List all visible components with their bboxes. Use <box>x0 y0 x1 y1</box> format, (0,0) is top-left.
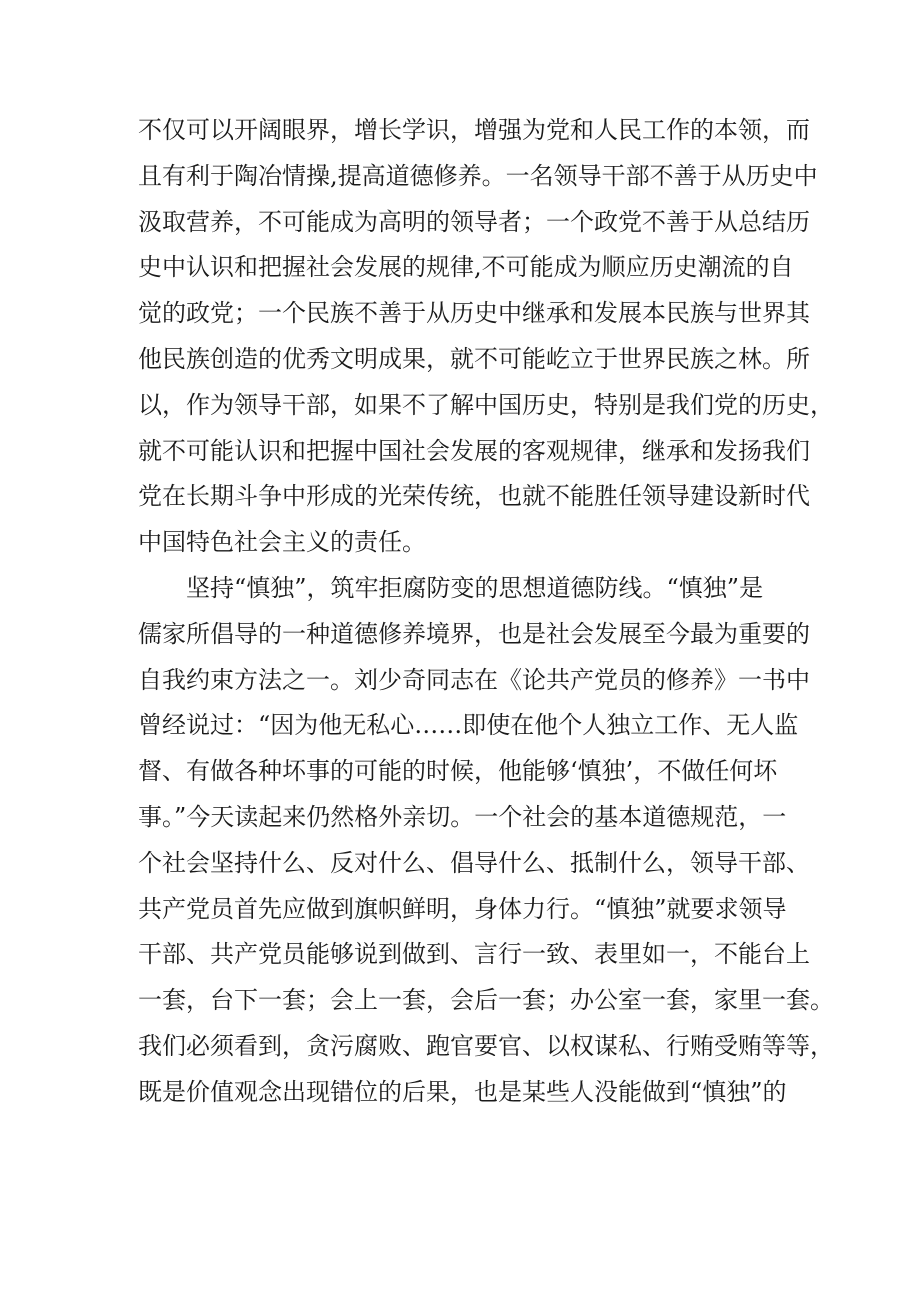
text-line: 共产党员首先应做到旗帜鲜明，身体力行。“慎独”就要求领导 <box>138 894 787 923</box>
text-line: 自我约束方法之一。刘少奇同志在《论共产党员的修养》一书中 <box>138 665 810 694</box>
text-line: 党在长期斗争中形成的光荣传统，也就不能胜任领导建设新时代 <box>138 482 810 511</box>
text-line: 我们必须看到，贪污腐败、跑官要官、以权谋私、行贿受贿等等， <box>138 1031 834 1060</box>
text-line: 儒家所倡导的一种道德修养境界，也是社会发展至今最为重要的 <box>138 619 810 648</box>
text-line: 不仅可以开阔眼界，增长学识，增强为党和人民工作的本领，而 <box>138 116 810 144</box>
text-line: 就不可能认识和把握中国社会发展的客观规律，继承和发扬我们 <box>138 436 810 465</box>
text-line: 他民族创造的优秀文明成果，就不可能屹立于世界民族之林。所 <box>138 344 810 373</box>
paragraph-start-line: 坚持“慎独”，筑牢拒腐防变的思想道德防线。“慎独”是 <box>186 573 764 602</box>
body-text <box>138 108 834 1116</box>
text-line: 一套，台下一套；会上一套，会后一套；办公室一套，家里一套。 <box>138 986 834 1015</box>
text-line: 且有利于陶冶情操,提高道德修养。一名领导干部不善于从历史中 <box>138 161 818 190</box>
text-line: 督、有做各种坏事的可能的时候，他能够‘慎独’，不做任何坏 <box>138 757 778 786</box>
text-line: 史中认识和把握社会发展的规律,不可能成为顺应历史潮流的自 <box>138 253 794 282</box>
text-line: 事。”今天读起来仍然格外亲切。一个社会的基本道德规范，一 <box>138 802 787 831</box>
text-line: 个社会坚持什么、反对什么、倡导什么、抵制什么，领导干部、 <box>138 848 810 877</box>
text-line: 既是价值观念出现错位的后果，也是某些人没能做到“慎独”的 <box>138 1077 787 1106</box>
text-line: 以，作为领导干部，如果不了解中国历史，特别是我们党的历史， <box>138 390 834 419</box>
text-line: 曾经说过：“因为他无私心……即使在他个人独立工作、无人监 <box>138 711 799 740</box>
text-line: 汲取营养，不可能成为高明的领导者；一个政党不善于从总结历 <box>138 207 810 236</box>
text-line: 中国特色社会主义的责任。 <box>138 528 426 557</box>
text-line: 觉的政党；一个民族不善于从历史中继承和发展本民族与世界其 <box>138 299 810 328</box>
text-line: 干部、共产党员能够说到做到、言行一致、表里如一，不能台上 <box>138 940 810 969</box>
